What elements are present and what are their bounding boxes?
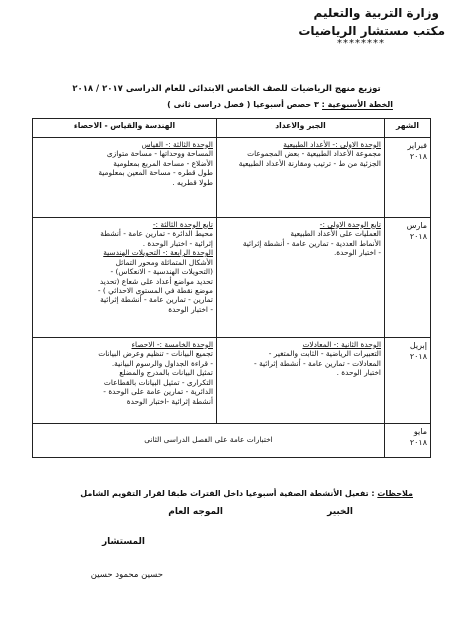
cell-line: محيط الدائرة - تمارين عامة - أنشطة: [100, 229, 213, 239]
signature-expert: الخبير: [327, 507, 353, 517]
month-cell: [385, 137, 431, 217]
exams-cell: [33, 423, 385, 457]
table-header-row: [33, 119, 431, 138]
header-algebra: الجبر والاعداد: [217, 119, 385, 138]
cell-line: تمثيل البيانات بالمدرج والمضلع: [119, 368, 213, 378]
unit-heading: الوحدة الثالثة :- القياس: [141, 139, 213, 149]
month-name: مايو: [413, 426, 427, 436]
cell-line: الأضلاع - مساحة المربع بمعلومية: [113, 158, 213, 168]
cell-line: طولا قطريه .: [172, 177, 213, 187]
table-row-march: [33, 217, 431, 337]
month-year: ٢٠١٨: [409, 231, 427, 241]
stars-divider: ********: [337, 38, 385, 49]
weekly-plan: [167, 100, 393, 109]
weekly-plan-detail: ٣ حصص أسبوعيا ( فصل دراسى ثانى ): [167, 100, 319, 109]
cell-line: المساحة ووحداتها - مساحة متوازى: [106, 149, 213, 159]
cell-line: - اختبار الوحدة: [168, 304, 213, 314]
cell-line: موضع نقطة في المستوى الاحداثي ) -: [97, 286, 213, 295]
geometry-cell: [33, 337, 217, 423]
notes-line: [80, 489, 413, 498]
unit-heading: تابع الوحدة الاولى :-: [319, 219, 381, 229]
geometry-cell: [33, 137, 217, 217]
unit-heading: الوحدة الخامسة :- الاحصاء: [131, 339, 213, 349]
month-name: مارس: [406, 220, 427, 230]
month-cell: [385, 423, 431, 457]
schedule-table: [32, 118, 431, 458]
consultant-name: حسين محمود حسين: [90, 570, 163, 580]
office-name: مكتب مستشار الرياضيات: [298, 24, 445, 38]
cell-line: - قراءة الجداول والرسوم البيانية.: [111, 358, 213, 368]
unit-heading: تابع الوحدة الثالثة :-: [152, 219, 213, 229]
month-name: فبراير: [407, 140, 427, 150]
cell-line: العمليات على الأعداد الطبيعية: [290, 229, 381, 239]
algebra-cell: [217, 337, 385, 423]
cell-line: المعادلات - تمارين عامة - أنشطة إثرائية -: [254, 358, 381, 368]
weekly-plan-label: الخطة الأسبوعية :: [321, 100, 393, 109]
cell-line: الأشكال المتماثلة ومحور التماثل: [115, 257, 213, 267]
geometry-cell: [33, 217, 217, 337]
cell-line: تحديد مواضع أعداد على شعاع (تحديد: [99, 276, 213, 286]
table-row-may: [33, 423, 431, 457]
month-name: إبريل: [409, 340, 427, 350]
ministry-name: وزارة التربية والتعليم: [313, 6, 439, 20]
month-cell: [385, 217, 431, 337]
document-title: توزيع منهج الرياضيات للصف الخامس الابتدائى للعام الدراسى ٢٠١٧ / ٢٠١٨: [72, 84, 381, 94]
cell-line: مجموعة الأعداد الطبيعية - بعض المجموعات: [247, 149, 381, 159]
month-year: ٢٠١٨: [409, 351, 427, 361]
month-cell: [385, 337, 431, 423]
notes-text: : تفعيل الأنشطة الصفية أسبوعيا داخل الفترات طبقا لقرار التقويم الشامل: [80, 489, 375, 498]
signature-supervisor: الموجه العام: [168, 507, 223, 517]
cell-line: تجميع البيانات - تنظيم وعرض البيانات: [98, 349, 213, 359]
header-geometry: الهندسة والقياس - الاحصاء: [33, 119, 217, 138]
table-row-april: [33, 337, 431, 423]
cell-line: تمارين - تمارين عامة - أنشطة إثرائية: [100, 295, 213, 305]
month-year: ٢٠١٨: [409, 437, 427, 447]
cell-line: الجزئية من ط - ترتيب ومقارنة الأعداد الطبيعية: [238, 158, 381, 168]
unit-heading: الوحدة الاولى :- الأعداد الطبيعية: [283, 139, 381, 149]
cell-line: (التحويلات الهندسية - الانعكاس) -: [110, 267, 213, 277]
notes-label: ملاحظات: [377, 489, 413, 498]
signature-consultant: المستشار: [101, 537, 145, 547]
month-year: ٢٠١٨: [409, 151, 427, 161]
cell-line: أنشطة إثرائية -اختبار الوحدة: [126, 396, 213, 406]
cell-line: التعبيرات الرياضية - الثابت والمتغير -: [268, 349, 381, 359]
exams-text: اختبارات عامة على الفصل الدراسى الثانى: [144, 435, 273, 445]
header-month: الشهر: [385, 119, 431, 138]
cell-line: الدائرية - تمارين عامة على الوحدة -: [103, 387, 213, 397]
table-row-february: [33, 137, 431, 217]
cell-line: الأنماط العددية - تمارين عامة - أنشطة إثرائية: [242, 238, 381, 248]
unit-heading: الوحدة الرابعة :- التحويلات الهندسية: [103, 248, 213, 258]
cell-line: - اختبار الوحدة.: [333, 248, 381, 258]
cell-line: اختبار الوحدة .: [336, 368, 381, 378]
cell-line: طول قطره - مساحة المعين بمعلومية: [98, 168, 213, 178]
cell-line: إثرائية - اختبار الوحدة .: [142, 238, 213, 248]
algebra-cell: [217, 137, 385, 217]
cell-line: التكرارى - تمثيل البيانات بالقطاعات: [103, 377, 213, 387]
algebra-cell: [217, 217, 385, 337]
unit-heading: الوحدة الثانية :- المعادلات: [302, 339, 381, 349]
